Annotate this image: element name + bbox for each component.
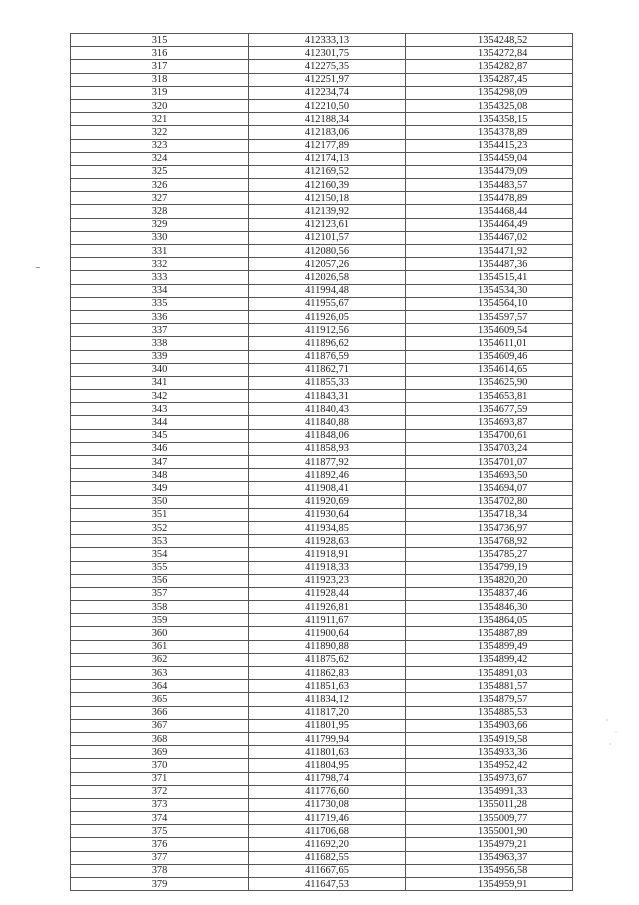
table-row (71, 746, 573, 759)
y-coordinate-cell: 1354287,45 (406, 73, 573, 86)
y-coordinate-cell: 1354785,27 (406, 548, 573, 561)
x-coordinate-cell: 411862,83 (249, 667, 406, 680)
x-coordinate-cell: 411912,56 (249, 324, 406, 337)
x-coordinate-cell: 412234,74 (249, 86, 406, 99)
point-number-cell: 377 (71, 851, 249, 864)
point-number-cell: 367 (71, 719, 249, 732)
y-coordinate-cell: 1354701,07 (406, 456, 573, 469)
x-coordinate-cell: 411926,81 (249, 601, 406, 614)
table-row (71, 350, 573, 363)
point-number-cell: 350 (71, 495, 249, 508)
table-row (71, 376, 573, 389)
point-number-cell: 364 (71, 680, 249, 693)
point-number-cell: 370 (71, 759, 249, 772)
table-row (71, 165, 573, 178)
table-row (71, 587, 573, 600)
x-coordinate-cell: 411923,23 (249, 574, 406, 587)
table-row (71, 495, 573, 508)
y-coordinate-cell: 1354956,58 (406, 864, 573, 877)
table-row (71, 231, 573, 244)
x-coordinate-cell: 411799,94 (249, 732, 406, 745)
table-row (71, 825, 573, 838)
table-row (71, 337, 573, 350)
y-coordinate-cell: 1354899,49 (406, 640, 573, 653)
x-coordinate-cell: 411890,88 (249, 640, 406, 653)
table-row (71, 719, 573, 732)
table-row (71, 614, 573, 627)
point-number-cell: 329 (71, 218, 249, 231)
x-coordinate-cell: 411804,95 (249, 759, 406, 772)
point-number-cell: 371 (71, 772, 249, 785)
y-coordinate-cell: 1354718,34 (406, 508, 573, 521)
point-number-cell: 361 (71, 640, 249, 653)
y-coordinate-cell: 1354885,53 (406, 706, 573, 719)
table-row (71, 284, 573, 297)
point-number-cell: 366 (71, 706, 249, 719)
y-coordinate-cell: 1354468,44 (406, 205, 573, 218)
table-row (71, 535, 573, 548)
y-coordinate-cell: 1354693,87 (406, 416, 573, 429)
x-coordinate-cell: 412301,75 (249, 47, 406, 60)
y-coordinate-cell: 1354609,54 (406, 324, 573, 337)
y-coordinate-cell: 1354325,08 (406, 99, 573, 112)
table-row (71, 798, 573, 811)
y-coordinate-cell: 1354464,49 (406, 218, 573, 231)
point-number-cell: 335 (71, 297, 249, 310)
scan-noise (598, 712, 628, 752)
table-row (71, 126, 573, 139)
point-number-cell: 353 (71, 535, 249, 548)
table-row (71, 521, 573, 534)
y-coordinate-cell: 1354694,07 (406, 482, 573, 495)
table-row (71, 732, 573, 745)
x-coordinate-cell: 412123,61 (249, 218, 406, 231)
y-coordinate-cell: 1354415,23 (406, 139, 573, 152)
point-number-cell: 349 (71, 482, 249, 495)
x-coordinate-cell: 412333,13 (249, 34, 406, 47)
point-number-cell: 323 (71, 139, 249, 152)
y-coordinate-cell: 1354899,42 (406, 653, 573, 666)
x-coordinate-cell: 411719,46 (249, 812, 406, 825)
x-coordinate-cell: 412026,58 (249, 271, 406, 284)
table-row (71, 310, 573, 323)
point-number-cell: 379 (71, 878, 249, 891)
x-coordinate-cell: 411834,12 (249, 693, 406, 706)
point-number-cell: 338 (71, 337, 249, 350)
x-coordinate-cell: 412183,06 (249, 126, 406, 139)
point-number-cell: 352 (71, 521, 249, 534)
x-coordinate-cell: 411855,33 (249, 376, 406, 389)
table-row (71, 258, 573, 271)
table-row (71, 179, 573, 192)
point-number-cell: 337 (71, 324, 249, 337)
y-coordinate-cell: 1354700,61 (406, 429, 573, 442)
y-coordinate-cell: 1354483,57 (406, 179, 573, 192)
x-coordinate-cell: 411647,53 (249, 878, 406, 891)
y-coordinate-cell: 1354378,89 (406, 126, 573, 139)
y-coordinate-cell: 1354471,92 (406, 245, 573, 258)
table-row (71, 139, 573, 152)
y-coordinate-cell: 1354534,30 (406, 284, 573, 297)
y-coordinate-cell: 1354903,66 (406, 719, 573, 732)
x-coordinate-cell: 411926,05 (249, 310, 406, 323)
y-coordinate-cell: 1354693,50 (406, 469, 573, 482)
point-number-cell: 375 (71, 825, 249, 838)
table-row (71, 878, 573, 891)
x-coordinate-cell: 411817,20 (249, 706, 406, 719)
y-coordinate-cell: 1354487,36 (406, 258, 573, 271)
point-number-cell: 331 (71, 245, 249, 258)
table-row (71, 601, 573, 614)
y-coordinate-cell: 1354864,05 (406, 614, 573, 627)
coordinates-table-body (71, 34, 573, 891)
table-row (71, 456, 573, 469)
table-row (71, 508, 573, 521)
y-coordinate-cell: 1354768,92 (406, 535, 573, 548)
table-row (71, 442, 573, 455)
point-number-cell: 317 (71, 60, 249, 73)
point-number-cell: 346 (71, 442, 249, 455)
table-row (71, 561, 573, 574)
x-coordinate-cell: 412080,56 (249, 245, 406, 258)
point-number-cell: 374 (71, 812, 249, 825)
y-coordinate-cell: 1354979,21 (406, 838, 573, 851)
y-coordinate-cell: 1354459,04 (406, 152, 573, 165)
point-number-cell: 336 (71, 310, 249, 323)
point-number-cell: 339 (71, 350, 249, 363)
y-coordinate-cell: 1354846,30 (406, 601, 573, 614)
x-coordinate-cell: 411858,93 (249, 442, 406, 455)
x-coordinate-cell: 411776,60 (249, 785, 406, 798)
x-coordinate-cell: 411682,55 (249, 851, 406, 864)
x-coordinate-cell: 412057,26 (249, 258, 406, 271)
point-number-cell: 372 (71, 785, 249, 798)
point-number-cell: 315 (71, 34, 249, 47)
point-number-cell: 324 (71, 152, 249, 165)
x-coordinate-cell: 411908,41 (249, 482, 406, 495)
x-coordinate-cell: 411994,48 (249, 284, 406, 297)
x-coordinate-cell: 411875,62 (249, 653, 406, 666)
table-row (71, 271, 573, 284)
x-coordinate-cell: 411862,71 (249, 363, 406, 376)
table-row (71, 812, 573, 825)
table-row (71, 60, 573, 73)
x-coordinate-cell: 411920,69 (249, 495, 406, 508)
y-coordinate-cell: 1354963,37 (406, 851, 573, 864)
margin-mark (36, 267, 40, 268)
point-number-cell: 347 (71, 456, 249, 469)
x-coordinate-cell: 411801,63 (249, 746, 406, 759)
table-row (71, 667, 573, 680)
table-row (71, 759, 573, 772)
point-number-cell: 369 (71, 746, 249, 759)
y-coordinate-cell: 1354820,20 (406, 574, 573, 587)
x-coordinate-cell: 411928,63 (249, 535, 406, 548)
x-coordinate-cell: 412169,52 (249, 165, 406, 178)
x-coordinate-cell: 411955,67 (249, 297, 406, 310)
y-coordinate-cell: 1354881,57 (406, 680, 573, 693)
point-number-cell: 356 (71, 574, 249, 587)
point-number-cell: 325 (71, 165, 249, 178)
point-number-cell: 351 (71, 508, 249, 521)
point-number-cell: 320 (71, 99, 249, 112)
x-coordinate-cell: 411911,67 (249, 614, 406, 627)
y-coordinate-cell: 1354282,87 (406, 60, 573, 73)
table-row (71, 152, 573, 165)
x-coordinate-cell: 411928,44 (249, 587, 406, 600)
point-number-cell: 328 (71, 205, 249, 218)
x-coordinate-cell: 412101,57 (249, 231, 406, 244)
x-coordinate-cell: 411730,08 (249, 798, 406, 811)
point-number-cell: 326 (71, 179, 249, 192)
point-number-cell: 357 (71, 587, 249, 600)
x-coordinate-cell: 411934,85 (249, 521, 406, 534)
table-row (71, 574, 573, 587)
x-coordinate-cell: 411706,68 (249, 825, 406, 838)
x-coordinate-cell: 411692,20 (249, 838, 406, 851)
y-coordinate-cell: 1354973,67 (406, 772, 573, 785)
x-coordinate-cell: 411840,43 (249, 403, 406, 416)
point-number-cell: 327 (71, 192, 249, 205)
point-number-cell: 322 (71, 126, 249, 139)
point-number-cell: 321 (71, 113, 249, 126)
table-row (71, 205, 573, 218)
y-coordinate-cell: 1354614,65 (406, 363, 573, 376)
table-row (71, 363, 573, 376)
y-coordinate-cell: 1354653,81 (406, 390, 573, 403)
y-coordinate-cell: 1354248,52 (406, 34, 573, 47)
y-coordinate-cell: 1354611,01 (406, 337, 573, 350)
x-coordinate-cell: 411667,65 (249, 864, 406, 877)
table-row (71, 482, 573, 495)
table-row (71, 297, 573, 310)
x-coordinate-cell: 412177,89 (249, 139, 406, 152)
y-coordinate-cell: 1354919,58 (406, 732, 573, 745)
point-number-cell: 359 (71, 614, 249, 627)
x-coordinate-cell: 411918,91 (249, 548, 406, 561)
table-row (71, 838, 573, 851)
y-coordinate-cell: 1354272,84 (406, 47, 573, 60)
table-row (71, 192, 573, 205)
table-row (71, 324, 573, 337)
y-coordinate-cell: 1354597,57 (406, 310, 573, 323)
point-number-cell: 378 (71, 864, 249, 877)
y-coordinate-cell: 1354564,10 (406, 297, 573, 310)
table-row (71, 34, 573, 47)
x-coordinate-cell: 412275,35 (249, 60, 406, 73)
point-number-cell: 355 (71, 561, 249, 574)
y-coordinate-cell: 1354515,41 (406, 271, 573, 284)
x-coordinate-cell: 411843,31 (249, 390, 406, 403)
x-coordinate-cell: 411851,63 (249, 680, 406, 693)
x-coordinate-cell: 411892,46 (249, 469, 406, 482)
y-coordinate-cell: 1355001,90 (406, 825, 573, 838)
x-coordinate-cell: 411877,92 (249, 456, 406, 469)
table-row (71, 113, 573, 126)
x-coordinate-cell: 411930,64 (249, 508, 406, 521)
y-coordinate-cell: 1354736,97 (406, 521, 573, 534)
point-number-cell: 358 (71, 601, 249, 614)
point-number-cell: 362 (71, 653, 249, 666)
point-number-cell: 334 (71, 284, 249, 297)
table-row (71, 245, 573, 258)
y-coordinate-cell: 1354478,89 (406, 192, 573, 205)
y-coordinate-cell: 1354609,46 (406, 350, 573, 363)
point-number-cell: 342 (71, 390, 249, 403)
table-row (71, 653, 573, 666)
point-number-cell: 333 (71, 271, 249, 284)
x-coordinate-cell: 412160,39 (249, 179, 406, 192)
x-coordinate-cell: 412150,18 (249, 192, 406, 205)
table-row (71, 416, 573, 429)
point-number-cell: 365 (71, 693, 249, 706)
y-coordinate-cell: 1354358,15 (406, 113, 573, 126)
x-coordinate-cell: 411918,33 (249, 561, 406, 574)
point-number-cell: 373 (71, 798, 249, 811)
point-number-cell: 332 (71, 258, 249, 271)
table-row (71, 640, 573, 653)
y-coordinate-cell: 1354702,80 (406, 495, 573, 508)
coordinates-table (70, 33, 573, 891)
table-row (71, 680, 573, 693)
table-row (71, 390, 573, 403)
x-coordinate-cell: 411798,74 (249, 772, 406, 785)
table-row (71, 772, 573, 785)
y-coordinate-cell: 1354879,57 (406, 693, 573, 706)
table-row (71, 469, 573, 482)
point-number-cell: 348 (71, 469, 249, 482)
table-row (71, 47, 573, 60)
x-coordinate-cell: 411840,88 (249, 416, 406, 429)
table-row (71, 218, 573, 231)
point-number-cell: 319 (71, 86, 249, 99)
y-coordinate-cell: 1354959,91 (406, 878, 573, 891)
point-number-cell: 344 (71, 416, 249, 429)
point-number-cell: 368 (71, 732, 249, 745)
table-row (71, 429, 573, 442)
x-coordinate-cell: 412139,92 (249, 205, 406, 218)
table-row (71, 627, 573, 640)
x-coordinate-cell: 412188,34 (249, 113, 406, 126)
y-coordinate-cell: 1354298,09 (406, 86, 573, 99)
y-coordinate-cell: 1354703,24 (406, 442, 573, 455)
table-row (71, 785, 573, 798)
point-number-cell: 354 (71, 548, 249, 561)
x-coordinate-cell: 411876,59 (249, 350, 406, 363)
table-row (71, 99, 573, 112)
y-coordinate-cell: 1354467,02 (406, 231, 573, 244)
point-number-cell: 340 (71, 363, 249, 376)
point-number-cell: 376 (71, 838, 249, 851)
x-coordinate-cell: 411801,95 (249, 719, 406, 732)
x-coordinate-cell: 411848,06 (249, 429, 406, 442)
y-coordinate-cell: 1354837,46 (406, 587, 573, 600)
table-row (71, 851, 573, 864)
table-row (71, 86, 573, 99)
point-number-cell: 341 (71, 376, 249, 389)
y-coordinate-cell: 1354887,89 (406, 627, 573, 640)
x-coordinate-cell: 412210,50 (249, 99, 406, 112)
point-number-cell: 360 (71, 627, 249, 640)
table-row (71, 864, 573, 877)
table-row (71, 693, 573, 706)
point-number-cell: 343 (71, 403, 249, 416)
x-coordinate-cell: 411900,64 (249, 627, 406, 640)
table-row (71, 706, 573, 719)
x-coordinate-cell: 411896,62 (249, 337, 406, 350)
y-coordinate-cell: 1355011,28 (406, 798, 573, 811)
y-coordinate-cell: 1354952,42 (406, 759, 573, 772)
y-coordinate-cell: 1354991,33 (406, 785, 573, 798)
y-coordinate-cell: 1355009,77 (406, 812, 573, 825)
point-number-cell: 330 (71, 231, 249, 244)
x-coordinate-cell: 412174,13 (249, 152, 406, 165)
y-coordinate-cell: 1354677,59 (406, 403, 573, 416)
x-coordinate-cell: 412251,97 (249, 73, 406, 86)
point-number-cell: 345 (71, 429, 249, 442)
point-number-cell: 318 (71, 73, 249, 86)
point-number-cell: 316 (71, 47, 249, 60)
point-number-cell: 363 (71, 667, 249, 680)
y-coordinate-cell: 1354891,03 (406, 667, 573, 680)
table-row (71, 548, 573, 561)
table-row (71, 73, 573, 86)
y-coordinate-cell: 1354625,90 (406, 376, 573, 389)
y-coordinate-cell: 1354799,19 (406, 561, 573, 574)
table-row (71, 403, 573, 416)
y-coordinate-cell: 1354933,36 (406, 746, 573, 759)
y-coordinate-cell: 1354479,09 (406, 165, 573, 178)
